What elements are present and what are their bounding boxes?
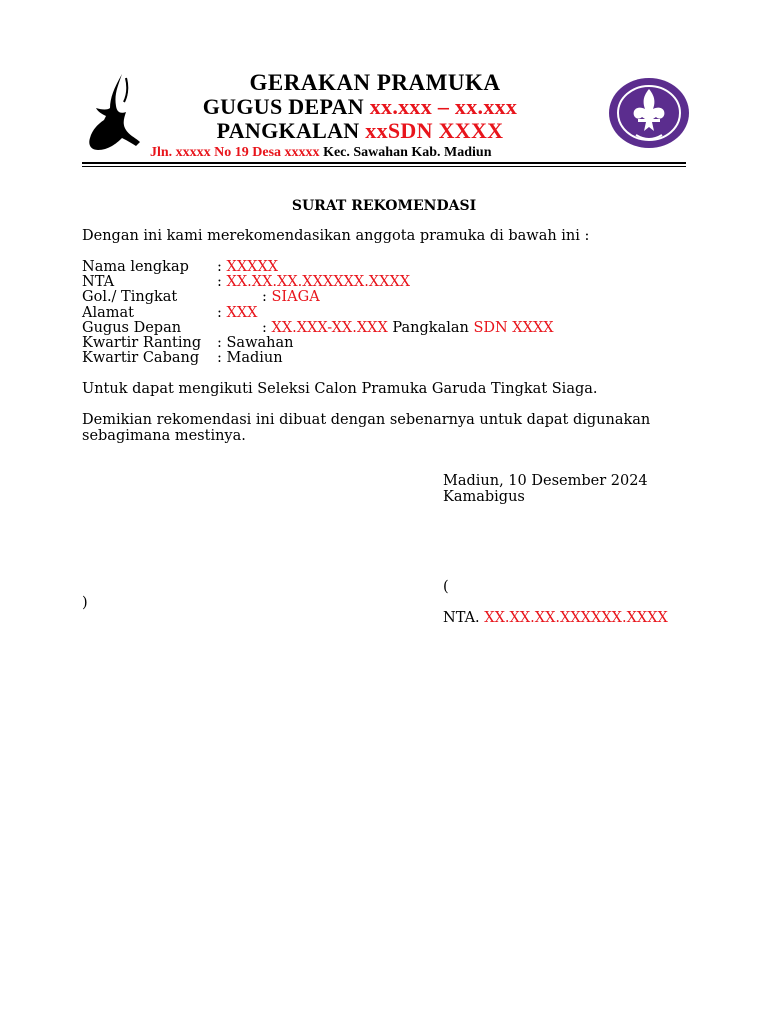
gugus-depan-line: GUGUS DEPAN xx.xxx – xx.xxx	[202, 94, 518, 119]
intro-text: Dengan ini kami merekomendasikan anggota pramuka di bawah ini :	[82, 228, 590, 244]
field-label-cabang: Kwartir Cabang	[82, 350, 200, 366]
address-line: Jln. xxxxx No 19 Desa xxxxx Kec. Sawahan Kab. Madiun	[150, 145, 492, 160]
signature-close-paren: )	[82, 595, 88, 611]
field-value-nta: : XX.XX.XX.XXXXXX.XXXX	[217, 274, 411, 290]
org-name: GERAKAN PRAMUKA	[249, 70, 501, 95]
field-value-ranting: : Sawahan	[217, 335, 294, 351]
field-label-nama: Nama lengkap	[82, 259, 189, 275]
closing-line-1: Demikian rekomendasi ini dibuat dengan sebenarnya untuk dapat digunakan	[82, 412, 651, 428]
letter-title: SURAT REKOMENDASI	[291, 198, 477, 214]
header-rule-thin	[82, 166, 686, 167]
closing-line-2: sebagimana mestinya.	[82, 428, 246, 444]
world-scout-fleur-de-lis-icon	[608, 77, 690, 149]
pangkalan-school: xxSDN XXXX	[365, 118, 504, 143]
field-label-gol: Gol./ Tingkat	[82, 289, 178, 305]
header-rule-thick	[82, 162, 686, 164]
field-value-cabang: : Madiun	[217, 350, 283, 366]
signatory-nta: NTA. XX.XX.XX.XXXXXX.XXXX	[443, 610, 668, 626]
place-date: Madiun, 10 Desember 2024	[443, 473, 648, 489]
field-value-nama: : XXXXX	[217, 259, 279, 275]
gugus-depan-code: xx.xxx – xx.xxx	[369, 94, 518, 119]
field-value-gugus: : XX.XXX-XX.XXX Pangkalan SDN XXXX	[262, 320, 554, 336]
field-label-ranting: Kwartir Ranting	[82, 335, 202, 351]
field-value-gol: : SIAGA	[262, 289, 320, 305]
purpose-text: Untuk dapat mengikuti Seleksi Calon Pramuka Garuda Tingkat Siaga.	[82, 381, 598, 397]
pangkalan-line: PANGKALAN xxSDN XXXX	[216, 118, 504, 143]
field-label-gugus: Gugus Depan	[82, 320, 182, 336]
signatory-role: Kamabigus	[443, 489, 525, 505]
signature-open-paren: (	[443, 579, 449, 595]
field-label-nta: NTA	[82, 274, 115, 290]
field-label-alamat: Alamat	[82, 305, 134, 321]
field-value-alamat: : XXX	[217, 305, 258, 321]
